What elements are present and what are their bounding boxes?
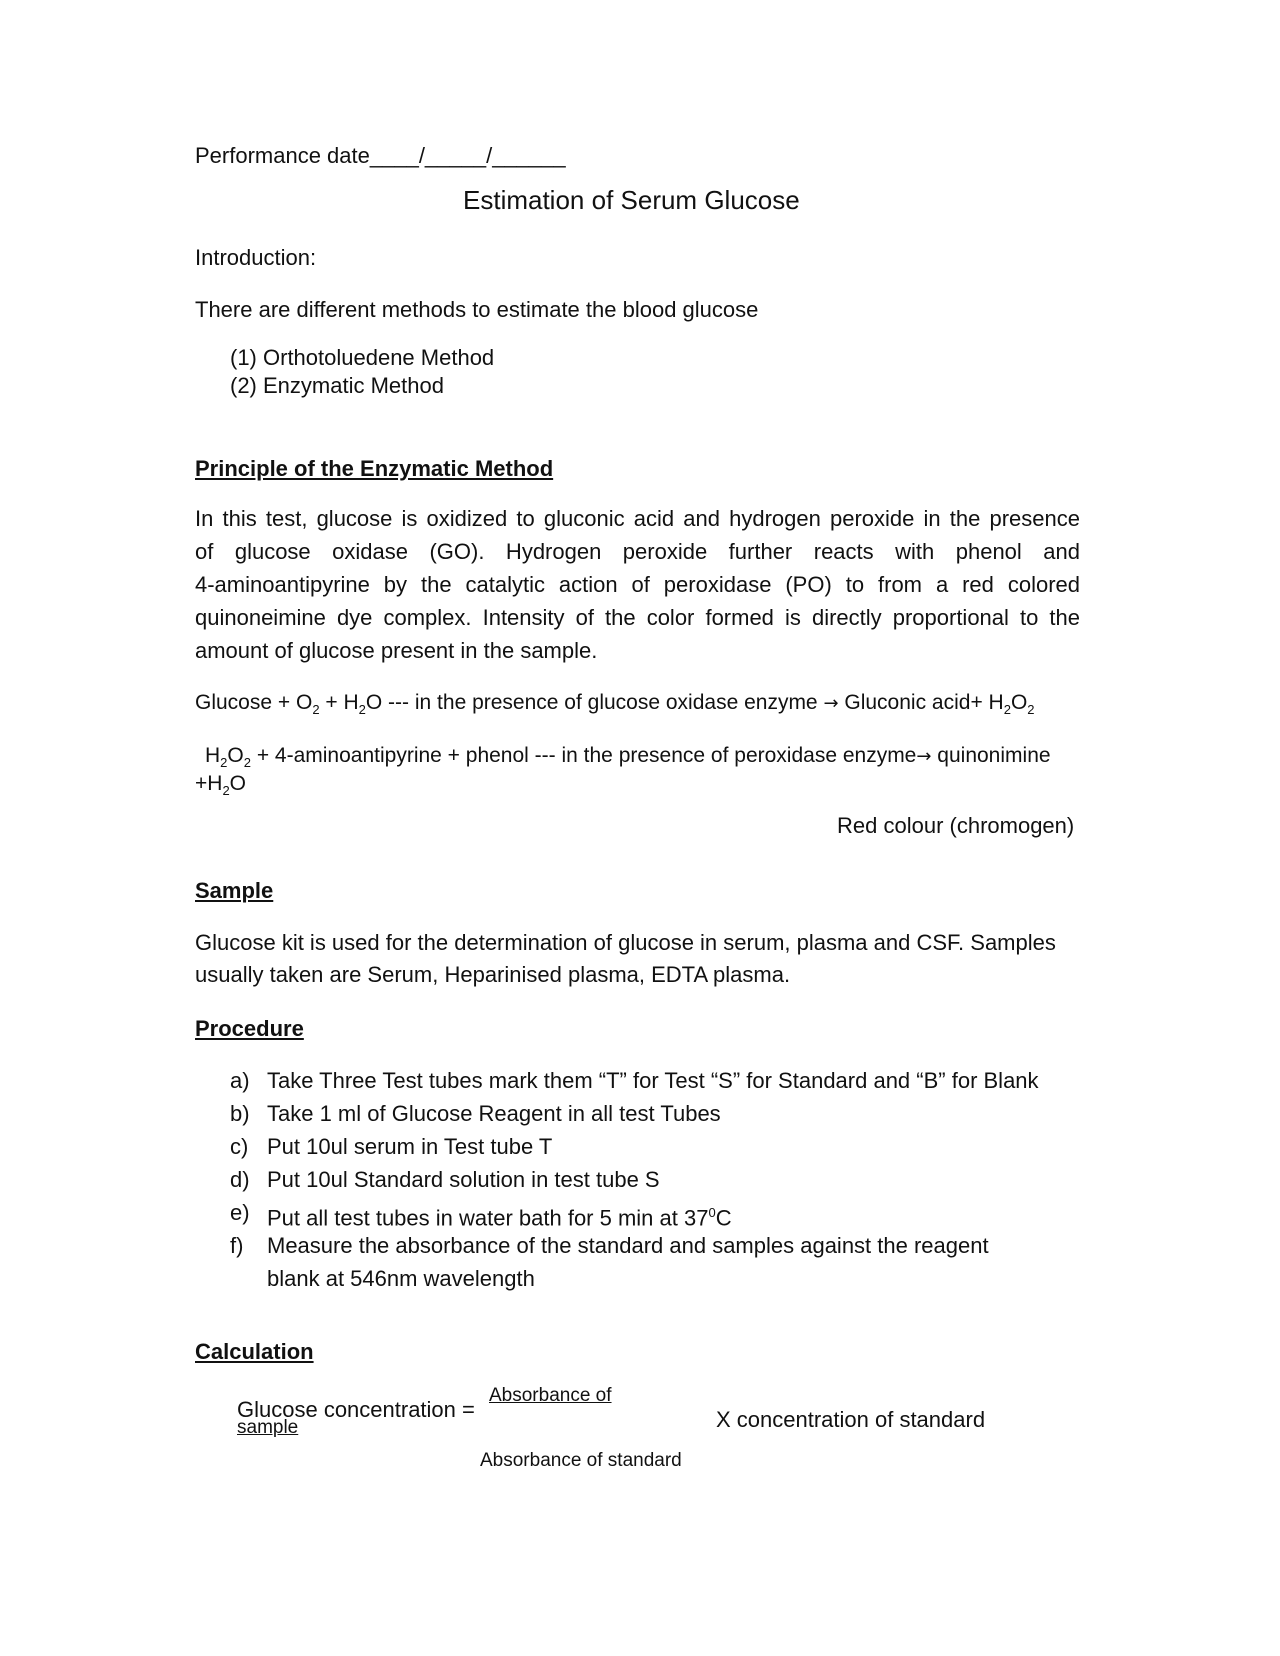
eq2-part-c: + 4-aminoantipyrine + phenol --- in the presence of peroxidase enzyme bbox=[250, 744, 917, 767]
eq1-part-b: + H bbox=[319, 691, 359, 714]
calculation-heading: Calculation bbox=[195, 1339, 314, 1364]
procedure-step-f: Measure the absorbance of the standard and samples against the reagent bbox=[267, 1233, 989, 1258]
eq2-part-f: +H bbox=[195, 772, 223, 795]
procedure-heading: Procedure bbox=[195, 1016, 304, 1041]
procedure-step-label-b: b) bbox=[230, 1101, 250, 1126]
intro-label: Introduction: bbox=[195, 245, 317, 270]
principle-heading: Principle of the Enzymatic Method bbox=[195, 456, 554, 481]
eq2-sub-2: 2 bbox=[243, 755, 251, 771]
page-title: Estimation of Serum Glucose bbox=[463, 185, 800, 215]
step-e-unit: C bbox=[715, 1205, 732, 1231]
formula-lhs: Glucose concentration = bbox=[237, 1397, 475, 1422]
eq2-part-b: O bbox=[227, 744, 244, 767]
arrow-right-icon: → bbox=[916, 746, 932, 767]
reaction-equation-2 bbox=[205, 742, 1051, 777]
sample-line-2: usually taken are Serum, Heparinised plasma, EDTA plasma. bbox=[195, 962, 791, 987]
formula-times: X concentration of standard bbox=[716, 1407, 986, 1432]
reaction-equation-1 bbox=[195, 689, 1035, 724]
performance-date: Performance date____/_____/______ bbox=[195, 143, 566, 168]
procedure-step-b: Take 1 ml of Glucose Reagent in all test Tubes bbox=[267, 1101, 721, 1126]
eq2-part-a: H bbox=[205, 744, 221, 767]
eq1-part-c: O --- in the presence of glucose oxidase enzyme bbox=[365, 691, 824, 714]
procedure-step-label-e: e) bbox=[230, 1200, 250, 1225]
reaction-equation-2-cont bbox=[195, 770, 246, 805]
principle-line-5: amount of glucose present in the sample. bbox=[195, 638, 598, 663]
eq1-part-a: Glucose + O bbox=[195, 691, 313, 714]
eq2-sub-1: 2 bbox=[220, 755, 228, 771]
procedure-step-label-d: d) bbox=[230, 1167, 250, 1192]
red-colour-label: Red colour (chromogen) bbox=[837, 813, 1075, 838]
intro-sentence: There are different methods to estimate the blood glucose bbox=[195, 297, 759, 322]
sample-line-1: Glucose kit is used for the determination of glucose in serum, plasma and CSF. Samples bbox=[195, 930, 1056, 955]
procedure-step-e bbox=[267, 1199, 732, 1232]
principle-line-2: of glucose oxidase (GO). Hydrogen peroxide further reacts with phenol and bbox=[195, 539, 1080, 564]
sample-heading: Sample bbox=[195, 878, 274, 903]
formula-denominator: Absorbance of standard bbox=[480, 1450, 682, 1471]
degree-superscript: 0 bbox=[708, 1205, 716, 1220]
method-item-2: (2) Enzymatic Method bbox=[230, 373, 444, 398]
formula-numerator-b: sample bbox=[237, 1417, 299, 1438]
procedure-step-a: Take Three Test tubes mark them “T” for Test “S” for Standard and “B” for Blank bbox=[267, 1068, 1039, 1093]
eq1-part-d: Gluconic acid+ H bbox=[838, 691, 1004, 714]
procedure-step-label-a: a) bbox=[230, 1068, 250, 1093]
method-item-1: (1) Orthotoluedene Method bbox=[230, 345, 495, 370]
principle-line-4: quinoneimine dye complex. Intensity of the color formed is directly proportional to the bbox=[195, 605, 1080, 630]
procedure-step-f-cont: blank at 546nm wavelength bbox=[267, 1266, 535, 1291]
eq1-sub-1: 2 bbox=[312, 702, 320, 718]
eq2-part-d: quinonimine bbox=[931, 744, 1051, 767]
eq1-sub-3: 2 bbox=[1003, 702, 1011, 718]
procedure-step-d: Put 10ul Standard solution in test tube S bbox=[267, 1167, 660, 1192]
eq1-part-e: O bbox=[1010, 691, 1028, 714]
eq1-sub-4: 2 bbox=[1027, 702, 1035, 718]
eq2-part-g: O bbox=[229, 772, 247, 795]
eq1-sub-2: 2 bbox=[358, 702, 366, 718]
step-e-text: Put all test tubes in water bath for 5 min at 37 bbox=[267, 1205, 709, 1231]
procedure-step-label-f: f) bbox=[230, 1233, 244, 1258]
procedure-step-label-c: c) bbox=[230, 1134, 249, 1159]
arrow-right-icon: → bbox=[823, 693, 839, 714]
procedure-step-c: Put 10ul serum in Test tube T bbox=[267, 1134, 553, 1159]
eq2-sub-3: 2 bbox=[222, 783, 230, 799]
principle-line-3: 4-aminoantipyrine by the catalytic action of peroxidase (PO) to from a red colored bbox=[195, 572, 1080, 597]
principle-line-1: In this test, glucose is oxidized to gluconic acid and hydrogen peroxide in the presence bbox=[195, 506, 1080, 531]
formula-numerator-a: Absorbance of bbox=[489, 1385, 612, 1406]
